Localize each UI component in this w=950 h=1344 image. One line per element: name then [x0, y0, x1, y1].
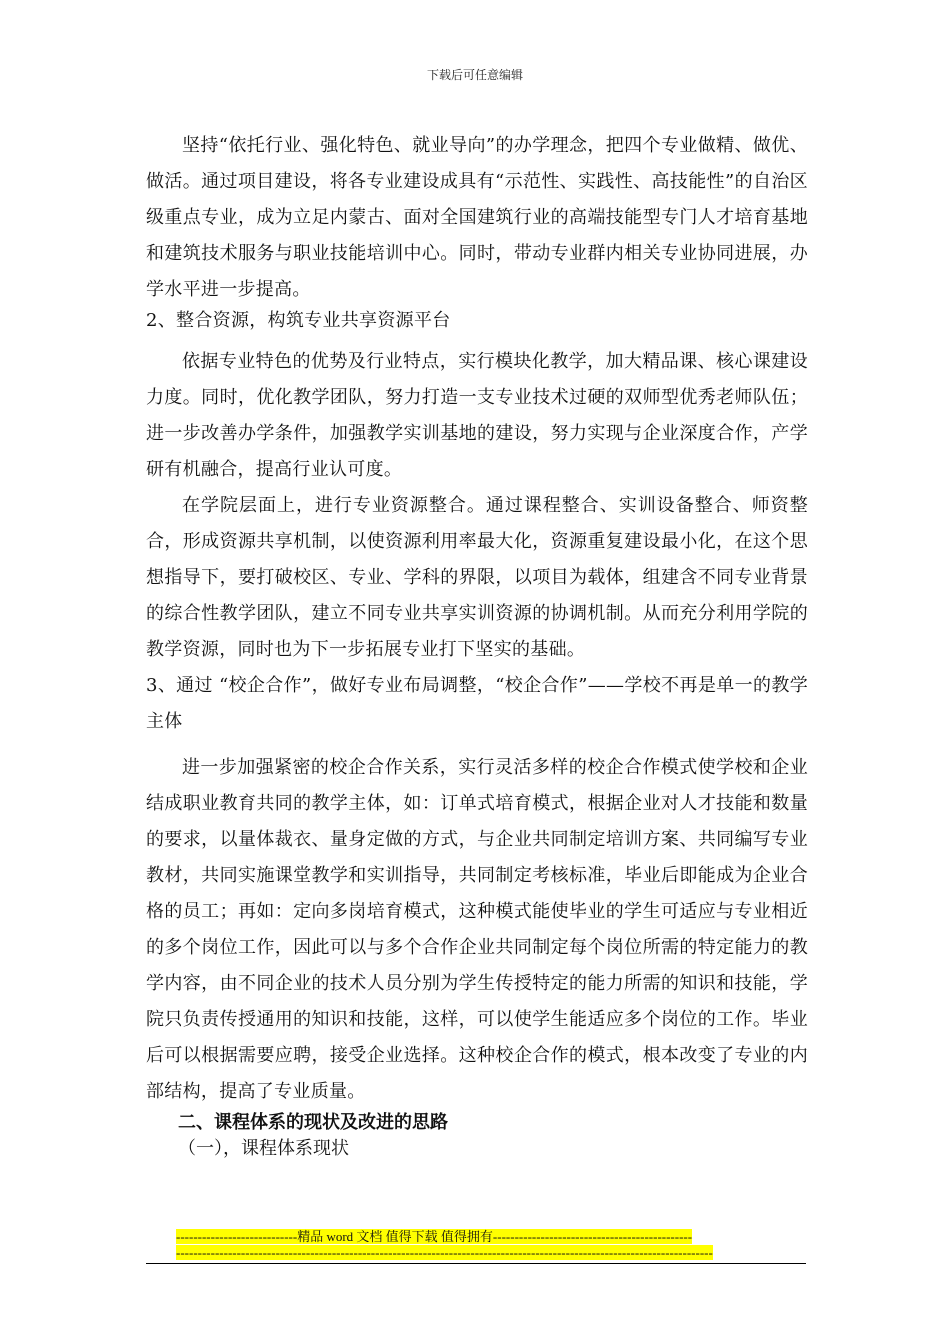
- footer-banner-text-2: ----------------------------------------------------------------------------------------------------------------------------: [176, 1245, 713, 1260]
- paragraph-4: 进一步加强紧密的校企合作关系，实行灵活多样的校企合作模式使学校和企业结成职业教育共同的教学主体，如：订单式培育模式，根据企业对人才技能和数量的要求，以量体裁衣、量身定做的方式，与企业共同制定培训方案、共同编写专业教材，共同实施课堂教学和实训指导，共同制定考核标准，毕业后即能成为企业合格的员工；再如：定向多岗培育模式，这种模式能使毕业的学生可适应与专业相近的多个岗位工作，因此可以与多个合作企业共同制定每个岗位所需的特定能力的教学内容，由不同企业的技术人员分别为学生传授特定的能力所需的知识和技能，学院只负责传授通用的知识和技能，这样，可以使学生能适应多个岗位的工作。毕业后可以根据需要应聘，接受企业选择。这种校企合作的模式，根本改变了专业的内部结构，提高了专业质量。: [146, 757, 808, 1102]
- page-header: 下载后可任意编辑: [426, 68, 523, 82]
- paragraph-3: 在学院层面上，进行专业资源整合。通过课程整合、实训设备整合、师资整合，形成资源共享机制，以使资源利用率最大化，资源重复建设最小化，在这个思想指导下，要打破校区、专业、学科的界限，以项目为载体，组建含不同专业背景的综合性教学团队，建立不同专业共享实训资源的协调机制。从而充分利用学院的教学资源，同时也为下一步拓展专业打下坚实的基础。: [146, 495, 808, 660]
- footer-banner-line-1: [146, 1229, 838, 1245]
- sub-section-title: （一），课程体系现状: [178, 1138, 349, 1159]
- footer-banner-line-2: [146, 1245, 838, 1261]
- document-body: [146, 128, 808, 1162]
- section-title: 二、课程体系的现状及改进的思路: [178, 1112, 448, 1133]
- footer-rule: [146, 1263, 806, 1264]
- paragraph-1: 坚持“依托行业、强化特色、就业导向”的办学理念，把四个专业做精、做优、做活。通过项目建设，将各专业建设成具有“示范性、实践性、高技能性”的自治区级重点专业，成为立足内蒙古、面对全国建筑行业的高端技能型专门人才培育基地和建筑技术服务与职业技能培训中心。同时，带动专业群内相关专业协同进展，办学水平进一步提高。: [146, 135, 808, 300]
- heading-3: 3、通过 “校企合作”，做好专业布局调整，“校企合作”——学校不再是单一的教学主体: [146, 675, 808, 732]
- paragraph-2: 依据专业特色的优势及行业特点，实行模块化教学，加大精品课、核心课建设力度。同时，优化教学团队，努力打造一支专业技术过硬的双师型优秀老师队伍；进一步改善办学条件，加强教学实训基地的建设，努力实现与企业深度合作，产学研有机融合，提高行业认可度。: [146, 351, 808, 480]
- footer-banner-text-1: ----------------------------精品 word 文档 值得下载 值得拥有----------------------------------------------: [176, 1229, 693, 1244]
- heading-2: 2、整合资源，构筑专业共享资源平台: [146, 310, 451, 331]
